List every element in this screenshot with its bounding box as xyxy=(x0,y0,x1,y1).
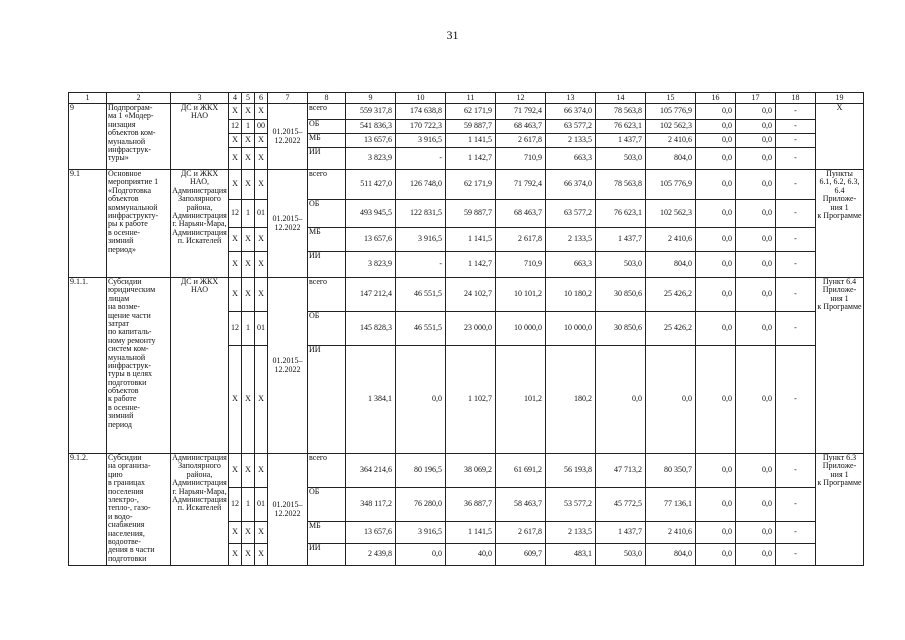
value-cell: - xyxy=(776,454,816,488)
table-row xyxy=(69,454,864,488)
code-cell: Х xyxy=(242,454,255,488)
value-cell: - xyxy=(396,252,446,278)
code-cell: Х xyxy=(229,134,242,148)
value-cell: 30 850,6 xyxy=(596,278,646,312)
code-cell: Х xyxy=(242,104,255,120)
value-cell: 2 617,8 xyxy=(496,522,546,544)
value-cell: 559 317,8 xyxy=(346,104,396,120)
budget-table xyxy=(68,92,864,566)
value-cell: 77 136,1 xyxy=(646,488,696,522)
row-executor: ДС и ЖКХ НАО xyxy=(171,278,229,454)
value-cell: 78 563,8 xyxy=(596,170,646,200)
code-cell: Х xyxy=(229,454,242,488)
column-number: 10 xyxy=(396,93,446,104)
value-cell: 804,0 xyxy=(646,252,696,278)
value-cell: 0,0 xyxy=(696,120,736,134)
code-cell: Х xyxy=(242,522,255,544)
value-cell: 0,0 xyxy=(736,544,776,566)
column-number: 16 xyxy=(696,93,736,104)
value-cell: 511 427,0 xyxy=(346,170,396,200)
value-cell: 25 426,2 xyxy=(646,278,696,312)
value-cell: 170 722,3 xyxy=(396,120,446,134)
value-cell: 1 142,7 xyxy=(446,252,496,278)
value-cell: 663,3 xyxy=(546,148,596,170)
value-cell: - xyxy=(776,170,816,200)
value-cell: 1 437,7 xyxy=(596,522,646,544)
value-cell: 3 916,5 xyxy=(396,522,446,544)
value-cell: 36 887,7 xyxy=(446,488,496,522)
value-cell: 23 000,0 xyxy=(446,312,496,346)
code-cell: Х xyxy=(229,104,242,120)
value-cell: 541 836,3 xyxy=(346,120,396,134)
value-cell: - xyxy=(776,120,816,134)
funding-source: всего xyxy=(308,170,346,200)
code-cell: Х xyxy=(255,252,268,278)
value-cell: 0,0 xyxy=(736,312,776,346)
value-cell: 10 000,0 xyxy=(546,312,596,346)
value-cell: 102 562,3 xyxy=(646,200,696,228)
value-cell: 364 214,6 xyxy=(346,454,396,488)
value-cell: 3 916,5 xyxy=(396,134,446,148)
value-cell: 3 823,9 xyxy=(346,252,396,278)
value-cell: 0,0 xyxy=(736,120,776,134)
row-note: Пункты 6.1, 6.2, 6.3, 6.4 Приложе- ния 1 к Программе xyxy=(816,170,864,278)
code-cell: Х xyxy=(255,454,268,488)
code-cell: 1 xyxy=(242,200,255,228)
value-cell: 3 916,5 xyxy=(396,228,446,252)
value-cell: 122 831,5 xyxy=(396,200,446,228)
value-cell: - xyxy=(776,312,816,346)
column-number: 7 xyxy=(268,93,308,104)
row-name: Субсидии на организа- цию в границах поселения электро-, тепло-, газо- и водо- снабжения населения, водоотве- дения в части подготовки xyxy=(107,454,171,566)
code-cell: 00 xyxy=(255,120,268,134)
value-cell: 147 212,4 xyxy=(346,278,396,312)
code-cell: Х xyxy=(242,228,255,252)
value-cell: 493 945,5 xyxy=(346,200,396,228)
column-number: 18 xyxy=(776,93,816,104)
code-cell: Х xyxy=(255,346,268,454)
value-cell: - xyxy=(776,346,816,454)
code-cell: Х xyxy=(242,252,255,278)
value-cell: 1 437,7 xyxy=(596,134,646,148)
value-cell: 76 623,1 xyxy=(596,120,646,134)
value-cell: 0,0 xyxy=(696,488,736,522)
code-cell: Х xyxy=(255,228,268,252)
code-cell: Х xyxy=(255,278,268,312)
funding-source: ИИ xyxy=(308,346,346,454)
value-cell: 24 102,7 xyxy=(446,278,496,312)
column-number-row xyxy=(69,93,864,104)
value-cell: 0,0 xyxy=(696,200,736,228)
value-cell: 45 772,5 xyxy=(596,488,646,522)
value-cell: 10 180,2 xyxy=(546,278,596,312)
code-cell: 1 xyxy=(242,312,255,346)
value-cell: 10 101,2 xyxy=(496,278,546,312)
value-cell: 3 823,9 xyxy=(346,148,396,170)
column-number: 3 xyxy=(171,93,229,104)
value-cell: 609,7 xyxy=(496,544,546,566)
value-cell: 59 887,7 xyxy=(446,200,496,228)
value-cell: 2 410,6 xyxy=(646,134,696,148)
row-number: 9.1 xyxy=(69,170,107,278)
value-cell: 126 748,0 xyxy=(396,170,446,200)
column-number: 1 xyxy=(69,93,107,104)
value-cell: 1 141,5 xyxy=(446,134,496,148)
row-period: 01.2015– 12.2022 xyxy=(268,170,308,278)
row-executor: Администрация Заполярного района, Администрация г. Нарьян-Мара, Администрация п. Искателей xyxy=(171,454,229,566)
row-period: 01.2015– 12.2022 xyxy=(268,104,308,170)
value-cell: 0,0 xyxy=(736,278,776,312)
funding-source: всего xyxy=(308,278,346,312)
funding-source: МБ xyxy=(308,228,346,252)
value-cell: 804,0 xyxy=(646,148,696,170)
column-number: 9 xyxy=(346,93,396,104)
value-cell: 0,0 xyxy=(696,544,736,566)
column-number: 15 xyxy=(646,93,696,104)
funding-source: ИИ xyxy=(308,544,346,566)
code-cell: Х xyxy=(242,346,255,454)
code-cell: Х xyxy=(229,170,242,200)
column-number: 14 xyxy=(596,93,646,104)
value-cell: 483,1 xyxy=(546,544,596,566)
code-cell: 12 xyxy=(229,120,242,134)
code-cell: Х xyxy=(242,134,255,148)
value-cell: 80 350,7 xyxy=(646,454,696,488)
row-note: Пункт 6.3 Приложе- ния 1 к Программе xyxy=(816,454,864,566)
code-cell: 1 xyxy=(242,488,255,522)
value-cell: 53 577,2 xyxy=(546,488,596,522)
code-cell: Х xyxy=(242,170,255,200)
row-executor: ДС и ЖКХ НАО, Администрация Заполярного района, Администрация г. Нарьян-Мара, Администрация п. Искателей xyxy=(171,170,229,278)
funding-source: МБ xyxy=(308,522,346,544)
value-cell: 2 133,5 xyxy=(546,228,596,252)
value-cell: - xyxy=(776,522,816,544)
code-cell: Х xyxy=(255,104,268,120)
value-cell: 10 000,0 xyxy=(496,312,546,346)
value-cell: 710,9 xyxy=(496,148,546,170)
funding-source: ИИ xyxy=(308,148,346,170)
value-cell: 47 713,2 xyxy=(596,454,646,488)
value-cell: 0,0 xyxy=(696,252,736,278)
value-cell: 62 171,9 xyxy=(446,170,496,200)
value-cell: 145 828,3 xyxy=(346,312,396,346)
code-cell: Х xyxy=(242,148,255,170)
row-period: 01.2015– 12.2022 xyxy=(268,278,308,454)
row-note: Пункт 6.4 Приложе- ния 1 к Программе xyxy=(816,278,864,454)
value-cell: - xyxy=(396,148,446,170)
code-cell: 12 xyxy=(229,312,242,346)
value-cell: 0,0 xyxy=(596,346,646,454)
value-cell: 40,0 xyxy=(446,544,496,566)
row-name: Субсидии юридическим лицам на возме- щение части затрат по капиталь- ному ремонту систем ком- мунальной инфраструк- туры в целях подготовки объектов к работе в осенне- зимний период xyxy=(107,278,171,454)
value-cell: 2 133,5 xyxy=(546,522,596,544)
funding-source: МБ xyxy=(308,134,346,148)
value-cell: 105 776,9 xyxy=(646,104,696,120)
code-cell: Х xyxy=(255,134,268,148)
value-cell: - xyxy=(776,252,816,278)
value-cell: 66 374,0 xyxy=(546,170,596,200)
code-cell: 01 xyxy=(255,488,268,522)
code-cell: Х xyxy=(242,544,255,566)
funding-source: всего xyxy=(308,454,346,488)
column-number: 5 xyxy=(242,93,255,104)
row-period: 01.2015– 12.2022 xyxy=(268,454,308,566)
value-cell: 2 439,8 xyxy=(346,544,396,566)
value-cell: 0,0 xyxy=(696,134,736,148)
value-cell: 0,0 xyxy=(736,134,776,148)
value-cell: - xyxy=(776,278,816,312)
value-cell: 101,2 xyxy=(496,346,546,454)
value-cell: 663,3 xyxy=(546,252,596,278)
value-cell: 0,0 xyxy=(696,278,736,312)
value-cell: 0,0 xyxy=(696,312,736,346)
code-cell: Х xyxy=(242,278,255,312)
value-cell: 0,0 xyxy=(696,228,736,252)
funding-source: всего xyxy=(308,104,346,120)
value-cell: 1 142,7 xyxy=(446,148,496,170)
value-cell: 0,0 xyxy=(736,252,776,278)
value-cell: 710,9 xyxy=(496,252,546,278)
value-cell: 38 069,2 xyxy=(446,454,496,488)
value-cell: 68 463,7 xyxy=(496,200,546,228)
value-cell: 25 426,2 xyxy=(646,312,696,346)
code-cell: Х xyxy=(255,148,268,170)
funding-source: ОБ xyxy=(308,488,346,522)
value-cell: 174 638,8 xyxy=(396,104,446,120)
row-number: 9 xyxy=(69,104,107,170)
value-cell: 348 117,2 xyxy=(346,488,396,522)
column-number: 12 xyxy=(496,93,546,104)
value-cell: - xyxy=(776,488,816,522)
value-cell: 76 280,0 xyxy=(396,488,446,522)
value-cell: 804,0 xyxy=(646,544,696,566)
value-cell: 0,0 xyxy=(736,148,776,170)
column-number: 13 xyxy=(546,93,596,104)
row-name: Основное мероприятие 1 «Подготовка объектов коммунальной инфраструкту- ры к работе в осенне- зимний период» xyxy=(107,170,171,278)
value-cell: 58 463,7 xyxy=(496,488,546,522)
value-cell: 1 437,7 xyxy=(596,228,646,252)
value-cell: 63 577,2 xyxy=(546,200,596,228)
code-cell: Х xyxy=(229,346,242,454)
value-cell: 13 657,6 xyxy=(346,522,396,544)
value-cell: 0,0 xyxy=(736,522,776,544)
row-executor: ДС и ЖКХ НАО xyxy=(171,104,229,170)
value-cell: 66 374,0 xyxy=(546,104,596,120)
column-number: 6 xyxy=(255,93,268,104)
value-cell: 0,0 xyxy=(646,346,696,454)
value-cell: 503,0 xyxy=(596,252,646,278)
value-cell: 0,0 xyxy=(696,454,736,488)
value-cell: 0,0 xyxy=(736,170,776,200)
value-cell: 71 792,4 xyxy=(496,170,546,200)
code-cell: Х xyxy=(255,544,268,566)
code-cell: Х xyxy=(229,228,242,252)
value-cell: 61 691,2 xyxy=(496,454,546,488)
value-cell: - xyxy=(776,134,816,148)
value-cell: 56 193,8 xyxy=(546,454,596,488)
value-cell: 46 551,5 xyxy=(396,312,446,346)
code-cell: 01 xyxy=(255,200,268,228)
value-cell: 0,0 xyxy=(736,228,776,252)
code-cell: Х xyxy=(229,252,242,278)
value-cell: 105 776,9 xyxy=(646,170,696,200)
page-number: 31 xyxy=(446,28,459,42)
value-cell: 0,0 xyxy=(736,200,776,228)
funding-source: ИИ xyxy=(308,252,346,278)
value-cell: 0,0 xyxy=(736,346,776,454)
value-cell: 80 196,5 xyxy=(396,454,446,488)
table-row xyxy=(69,170,864,200)
code-cell: Х xyxy=(229,522,242,544)
code-cell: Х xyxy=(229,148,242,170)
value-cell: 0,0 xyxy=(396,544,446,566)
row-number: 9.1.1. xyxy=(69,278,107,454)
value-cell: 0,0 xyxy=(696,346,736,454)
value-cell: 78 563,8 xyxy=(596,104,646,120)
value-cell: 2 617,8 xyxy=(496,134,546,148)
value-cell: 2 410,6 xyxy=(646,228,696,252)
value-cell: 0,0 xyxy=(736,454,776,488)
value-cell: 0,0 xyxy=(696,170,736,200)
value-cell: 30 850,6 xyxy=(596,312,646,346)
value-cell: 46 551,5 xyxy=(396,278,446,312)
value-cell: 503,0 xyxy=(596,544,646,566)
row-number: 9.1.2. xyxy=(69,454,107,566)
value-cell: 0,0 xyxy=(696,148,736,170)
value-cell: 1 141,5 xyxy=(446,228,496,252)
table-row xyxy=(69,104,864,120)
code-cell: 1 xyxy=(242,120,255,134)
value-cell: 68 463,7 xyxy=(496,120,546,134)
code-cell: 12 xyxy=(229,488,242,522)
code-cell: Х xyxy=(255,522,268,544)
column-number: 2 xyxy=(107,93,171,104)
row-note: Х xyxy=(816,104,864,170)
value-cell: 1 102,7 xyxy=(446,346,496,454)
value-cell: 71 792,4 xyxy=(496,104,546,120)
column-number: 19 xyxy=(816,93,864,104)
code-cell: Х xyxy=(229,544,242,566)
value-cell: - xyxy=(776,544,816,566)
value-cell: 1 141,5 xyxy=(446,522,496,544)
value-cell: 0,0 xyxy=(696,522,736,544)
value-cell: 62 171,9 xyxy=(446,104,496,120)
value-cell: 2 410,6 xyxy=(646,522,696,544)
table-row xyxy=(69,278,864,312)
column-number: 4 xyxy=(229,93,242,104)
value-cell: 0,0 xyxy=(736,488,776,522)
value-cell: 503,0 xyxy=(596,148,646,170)
value-cell: 13 657,6 xyxy=(346,134,396,148)
value-cell: 180,2 xyxy=(546,346,596,454)
funding-source: ОБ xyxy=(308,120,346,134)
value-cell: 2 617,8 xyxy=(496,228,546,252)
funding-source: ОБ xyxy=(308,200,346,228)
code-cell: Х xyxy=(255,170,268,200)
value-cell: 13 657,6 xyxy=(346,228,396,252)
value-cell: - xyxy=(776,104,816,120)
value-cell: 1 384,1 xyxy=(346,346,396,454)
value-cell: 0,0 xyxy=(696,104,736,120)
value-cell: - xyxy=(776,228,816,252)
value-cell: 0,0 xyxy=(736,104,776,120)
value-cell: 0,0 xyxy=(396,346,446,454)
value-cell: 76 623,1 xyxy=(596,200,646,228)
column-number: 11 xyxy=(446,93,496,104)
value-cell: - xyxy=(776,200,816,228)
column-number: 8 xyxy=(308,93,346,104)
code-cell: Х xyxy=(229,278,242,312)
value-cell: 63 577,2 xyxy=(546,120,596,134)
code-cell: 01 xyxy=(255,312,268,346)
value-cell: 59 887,7 xyxy=(446,120,496,134)
value-cell: - xyxy=(776,148,816,170)
column-number: 17 xyxy=(736,93,776,104)
row-name: Подпрограм- ма 1 «Модер- низация объектов ком- мунальной инфраструк- туры» xyxy=(107,104,171,170)
funding-source: ОБ xyxy=(308,312,346,346)
value-cell: 102 562,3 xyxy=(646,120,696,134)
value-cell: 2 133,5 xyxy=(546,134,596,148)
code-cell: 12 xyxy=(229,200,242,228)
